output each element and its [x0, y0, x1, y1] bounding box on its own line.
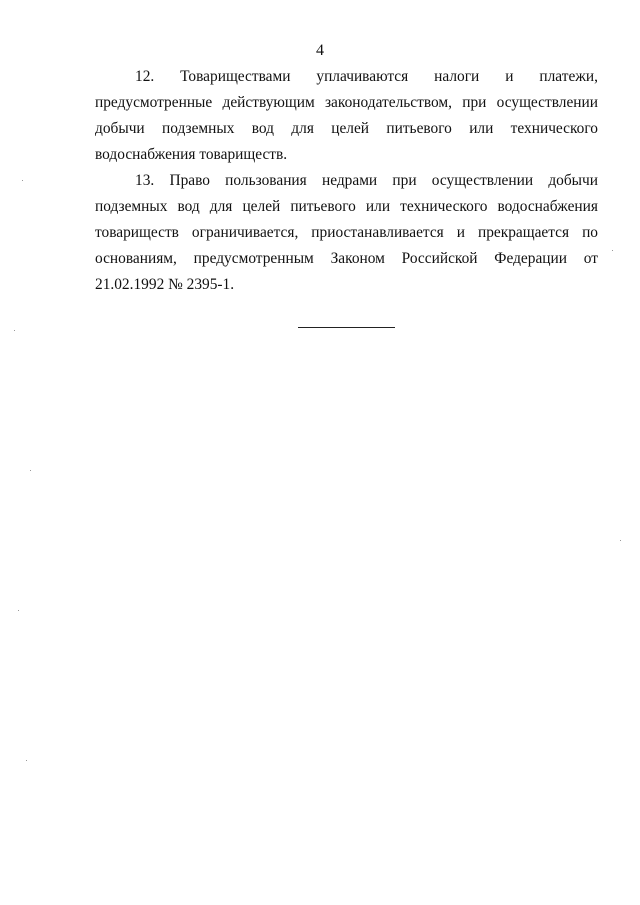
scan-speck	[18, 610, 19, 611]
paragraph-12: 12. Товариществами уплачиваются налоги и платежи, предусмотренные действующим законодательством, при осуществлении добычи подземных вод для целей питьевого или технического водоснабжения товариществ.	[95, 68, 598, 163]
document-body	[95, 64, 598, 298]
page-number: 4	[316, 42, 324, 59]
scan-speck	[612, 250, 613, 251]
scan-speck	[22, 180, 23, 181]
end-separator-line	[298, 327, 395, 328]
scan-speck	[30, 470, 31, 471]
scan-speck	[14, 330, 15, 331]
paragraph-13: 13. Право пользования недрами при осуществлении добычи подземных вод для целей питьевого или технического водоснабжения товариществ ограничивается, приостанавливается и прекращается по основаниям, предусмотренным Законом Российской Федерации от 21.02.1992 № 2395-1.	[95, 172, 598, 293]
scan-speck	[26, 760, 27, 761]
scan-speck	[620, 540, 621, 541]
